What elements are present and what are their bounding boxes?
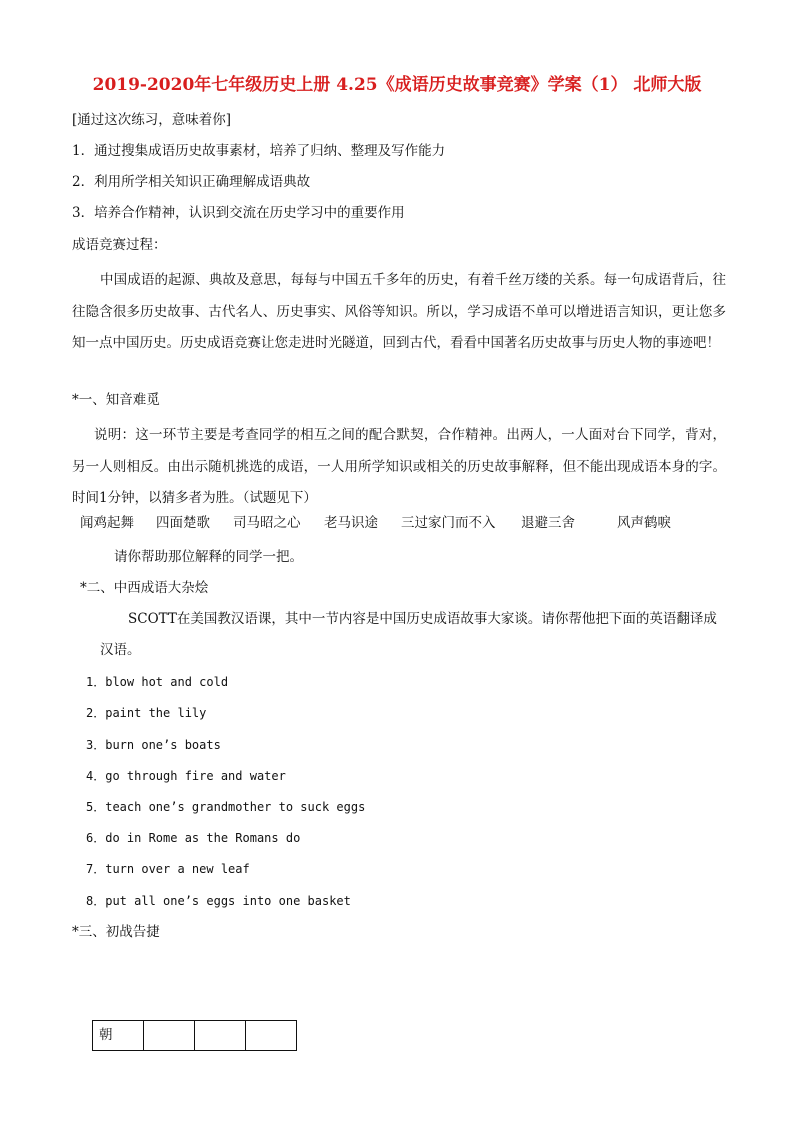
goal-item-1: 1．通过搜集成语历史故事素材，培养了归纳、整理及写作能力 bbox=[72, 143, 446, 159]
section1-heading: *一、知音难觅 bbox=[72, 392, 160, 408]
idiom-item: 老马识途 bbox=[324, 515, 378, 531]
english-idiom-item: 4．go through fire and water bbox=[86, 769, 286, 783]
english-idiom-item: 5．teach one’s grandmother to suck eggs bbox=[86, 800, 366, 814]
grid-cell-blank[interactable] bbox=[246, 1021, 297, 1051]
idiom-list bbox=[80, 515, 671, 533]
section2-description-continued: 汉语。 bbox=[100, 642, 141, 658]
grid-cell-blank[interactable] bbox=[144, 1021, 195, 1051]
section1-description: 说明：这一环节主要是考查同学的相互之间的配合默契，合作精神。出两人，一人面对台下同学，背对，另一人则相反。由出示随机挑选的成语，一人用所学知识或相关的历史故事解释，但不能出现成语本身的字。时间1分钟，以猜多者为胜。（试题见下） bbox=[72, 427, 726, 506]
section2-description: SCOTT在美国教汉语课，其中一节内容是中国历史成语故事大家谈。请你帮他把下面的英语翻译成 bbox=[128, 611, 717, 627]
process-paragraph: 中国成语的起源、典故及意思，每每与中国五千多年的历史，有着千丝万缕的关系。每一句成语背后，往往隐含很多历史故事、古代名人、历史事实、风俗等知识。所以，学习成语不单可以增进语言知识，更让您多知一点中国历史。历史成语竞赛让您走进时光隧道，回到古代，看看中国著名历史故事与历史人物的事迹吧！ bbox=[72, 272, 726, 351]
idiom-item: 四面楚歌 bbox=[156, 515, 210, 531]
section2-heading: *二、中西成语大杂烩 bbox=[80, 580, 209, 596]
intro-text: [通过这次练习，意味着你] bbox=[72, 112, 232, 128]
english-idiom-item: 1．blow hot and cold bbox=[86, 675, 229, 689]
english-idiom-item: 8．put all one’s eggs into one basket bbox=[86, 894, 351, 908]
idiom-item: 闻鸡起舞 bbox=[80, 515, 134, 531]
process-heading: 成语竞赛过程： bbox=[72, 237, 167, 253]
idiom-item: 三过家门而不入 bbox=[401, 515, 496, 531]
document-title: 2019-2020年七年级历史上册 4.25《成语历史故事竞赛》学案（1） 北师大版 bbox=[92, 75, 702, 95]
goal-item-2: 2．利用所学相关知识正确理解成语典故 bbox=[72, 174, 311, 190]
english-idiom-item: 3．burn one’s boats bbox=[86, 738, 221, 752]
section3-heading: *三、初战告捷 bbox=[72, 924, 160, 940]
english-idiom-item: 2．paint the lily bbox=[86, 706, 207, 720]
grid-cell-blank[interactable] bbox=[195, 1021, 246, 1051]
grid-cell: 朝 bbox=[93, 1021, 144, 1051]
idiom-chain-grid bbox=[92, 1020, 297, 1051]
idiom-item: 司马昭之心 bbox=[233, 515, 301, 531]
section1-prompt: 请你帮助那位解释的同学一把。 bbox=[114, 549, 303, 565]
goal-item-3: 3．培养合作精神，认识到交流在历史学习中的重要作用 bbox=[72, 205, 405, 221]
idiom-item: 风声鹤唳 bbox=[617, 515, 671, 531]
idiom-item: 退避三舍 bbox=[521, 515, 575, 531]
english-idiom-item: 6．do in Rome as the Romans do bbox=[86, 831, 301, 845]
english-idiom-item: 7．turn over a new leaf bbox=[86, 862, 250, 876]
